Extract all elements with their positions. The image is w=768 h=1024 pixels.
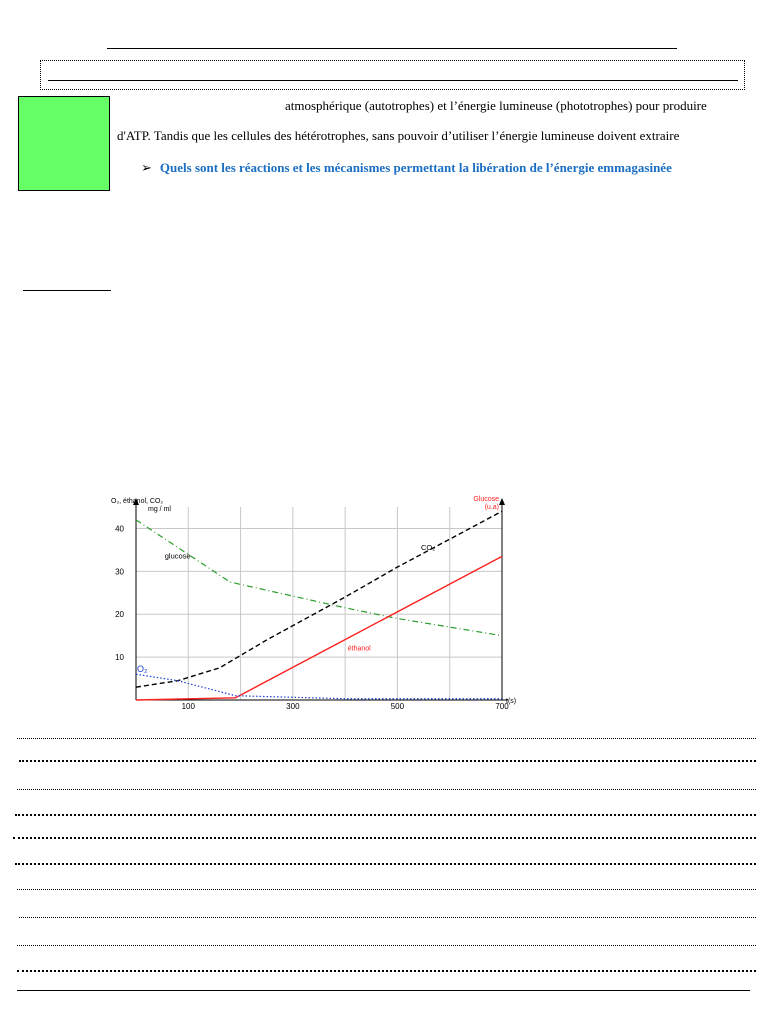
y-axis-label-right: Glucose [473, 496, 499, 503]
chart-svg [110, 495, 530, 710]
series-line-glucose [136, 520, 502, 636]
chart [110, 495, 530, 710]
y-axis-unit-right: (u.a) [484, 504, 499, 511]
intro-line-1: atmosphérique (autotrophes) et l’énergie lumineuse (phototrophes) pour produire [285, 98, 707, 113]
answer-line[interactable] [17, 889, 756, 890]
answer-line[interactable] [17, 789, 756, 790]
answer-line[interactable] [17, 945, 756, 946]
y-tick-label: 40 [115, 524, 124, 534]
x-tick-label: 500 [390, 702, 405, 710]
y-axis-unit-label: mg / ml [148, 506, 171, 513]
series-label-o2: O₂ [137, 664, 148, 675]
green-marker-box [18, 96, 110, 191]
series-label-glucose: glucose [164, 551, 191, 561]
title-frame [40, 60, 745, 90]
series-line-ethanol [136, 556, 502, 700]
answer-line[interactable] [19, 917, 756, 918]
x-axis-label: t(s) [506, 698, 517, 705]
bottom-rule [17, 990, 750, 991]
y-tick-label: 10 [115, 653, 124, 663]
y-axis-label-left: O₂, éthanol, CO₂ [111, 498, 164, 505]
x-tick-label: 700 [495, 702, 509, 710]
series-label-ethanol: éthanol [347, 645, 371, 653]
question-heading [141, 160, 672, 176]
answer-line[interactable] [19, 760, 756, 762]
header-rule [107, 48, 677, 49]
answer-line[interactable] [17, 970, 756, 972]
y-tick-label: 30 [115, 567, 124, 577]
y-axis-right-arrow-icon [499, 498, 505, 505]
series-line-co2 [136, 511, 502, 687]
answer-line[interactable] [15, 814, 756, 816]
series-line-o2 [136, 674, 502, 698]
question-text: Quels sont les réactions et les mécanismes permettant la libération de l’énergie emmagasinée [159, 160, 672, 175]
arrow-bullet-icon: ➢ [141, 160, 152, 175]
y-tick-label: 20 [115, 610, 124, 620]
x-tick-label: 300 [286, 702, 300, 710]
answer-line[interactable] [13, 837, 756, 839]
x-tick-label: 100 [181, 702, 195, 710]
series-label-co2: CO₂ [420, 542, 436, 552]
section-heading-rule [23, 290, 111, 291]
answer-line[interactable] [15, 863, 756, 865]
intro-line-2: d'ATP. Tandis que les cellules des hétérotrophes, sans pouvoir d’utiliser l’énergie lumineuse doivent extraire [117, 128, 680, 143]
title-rule [48, 80, 738, 81]
answer-line[interactable] [17, 738, 756, 739]
